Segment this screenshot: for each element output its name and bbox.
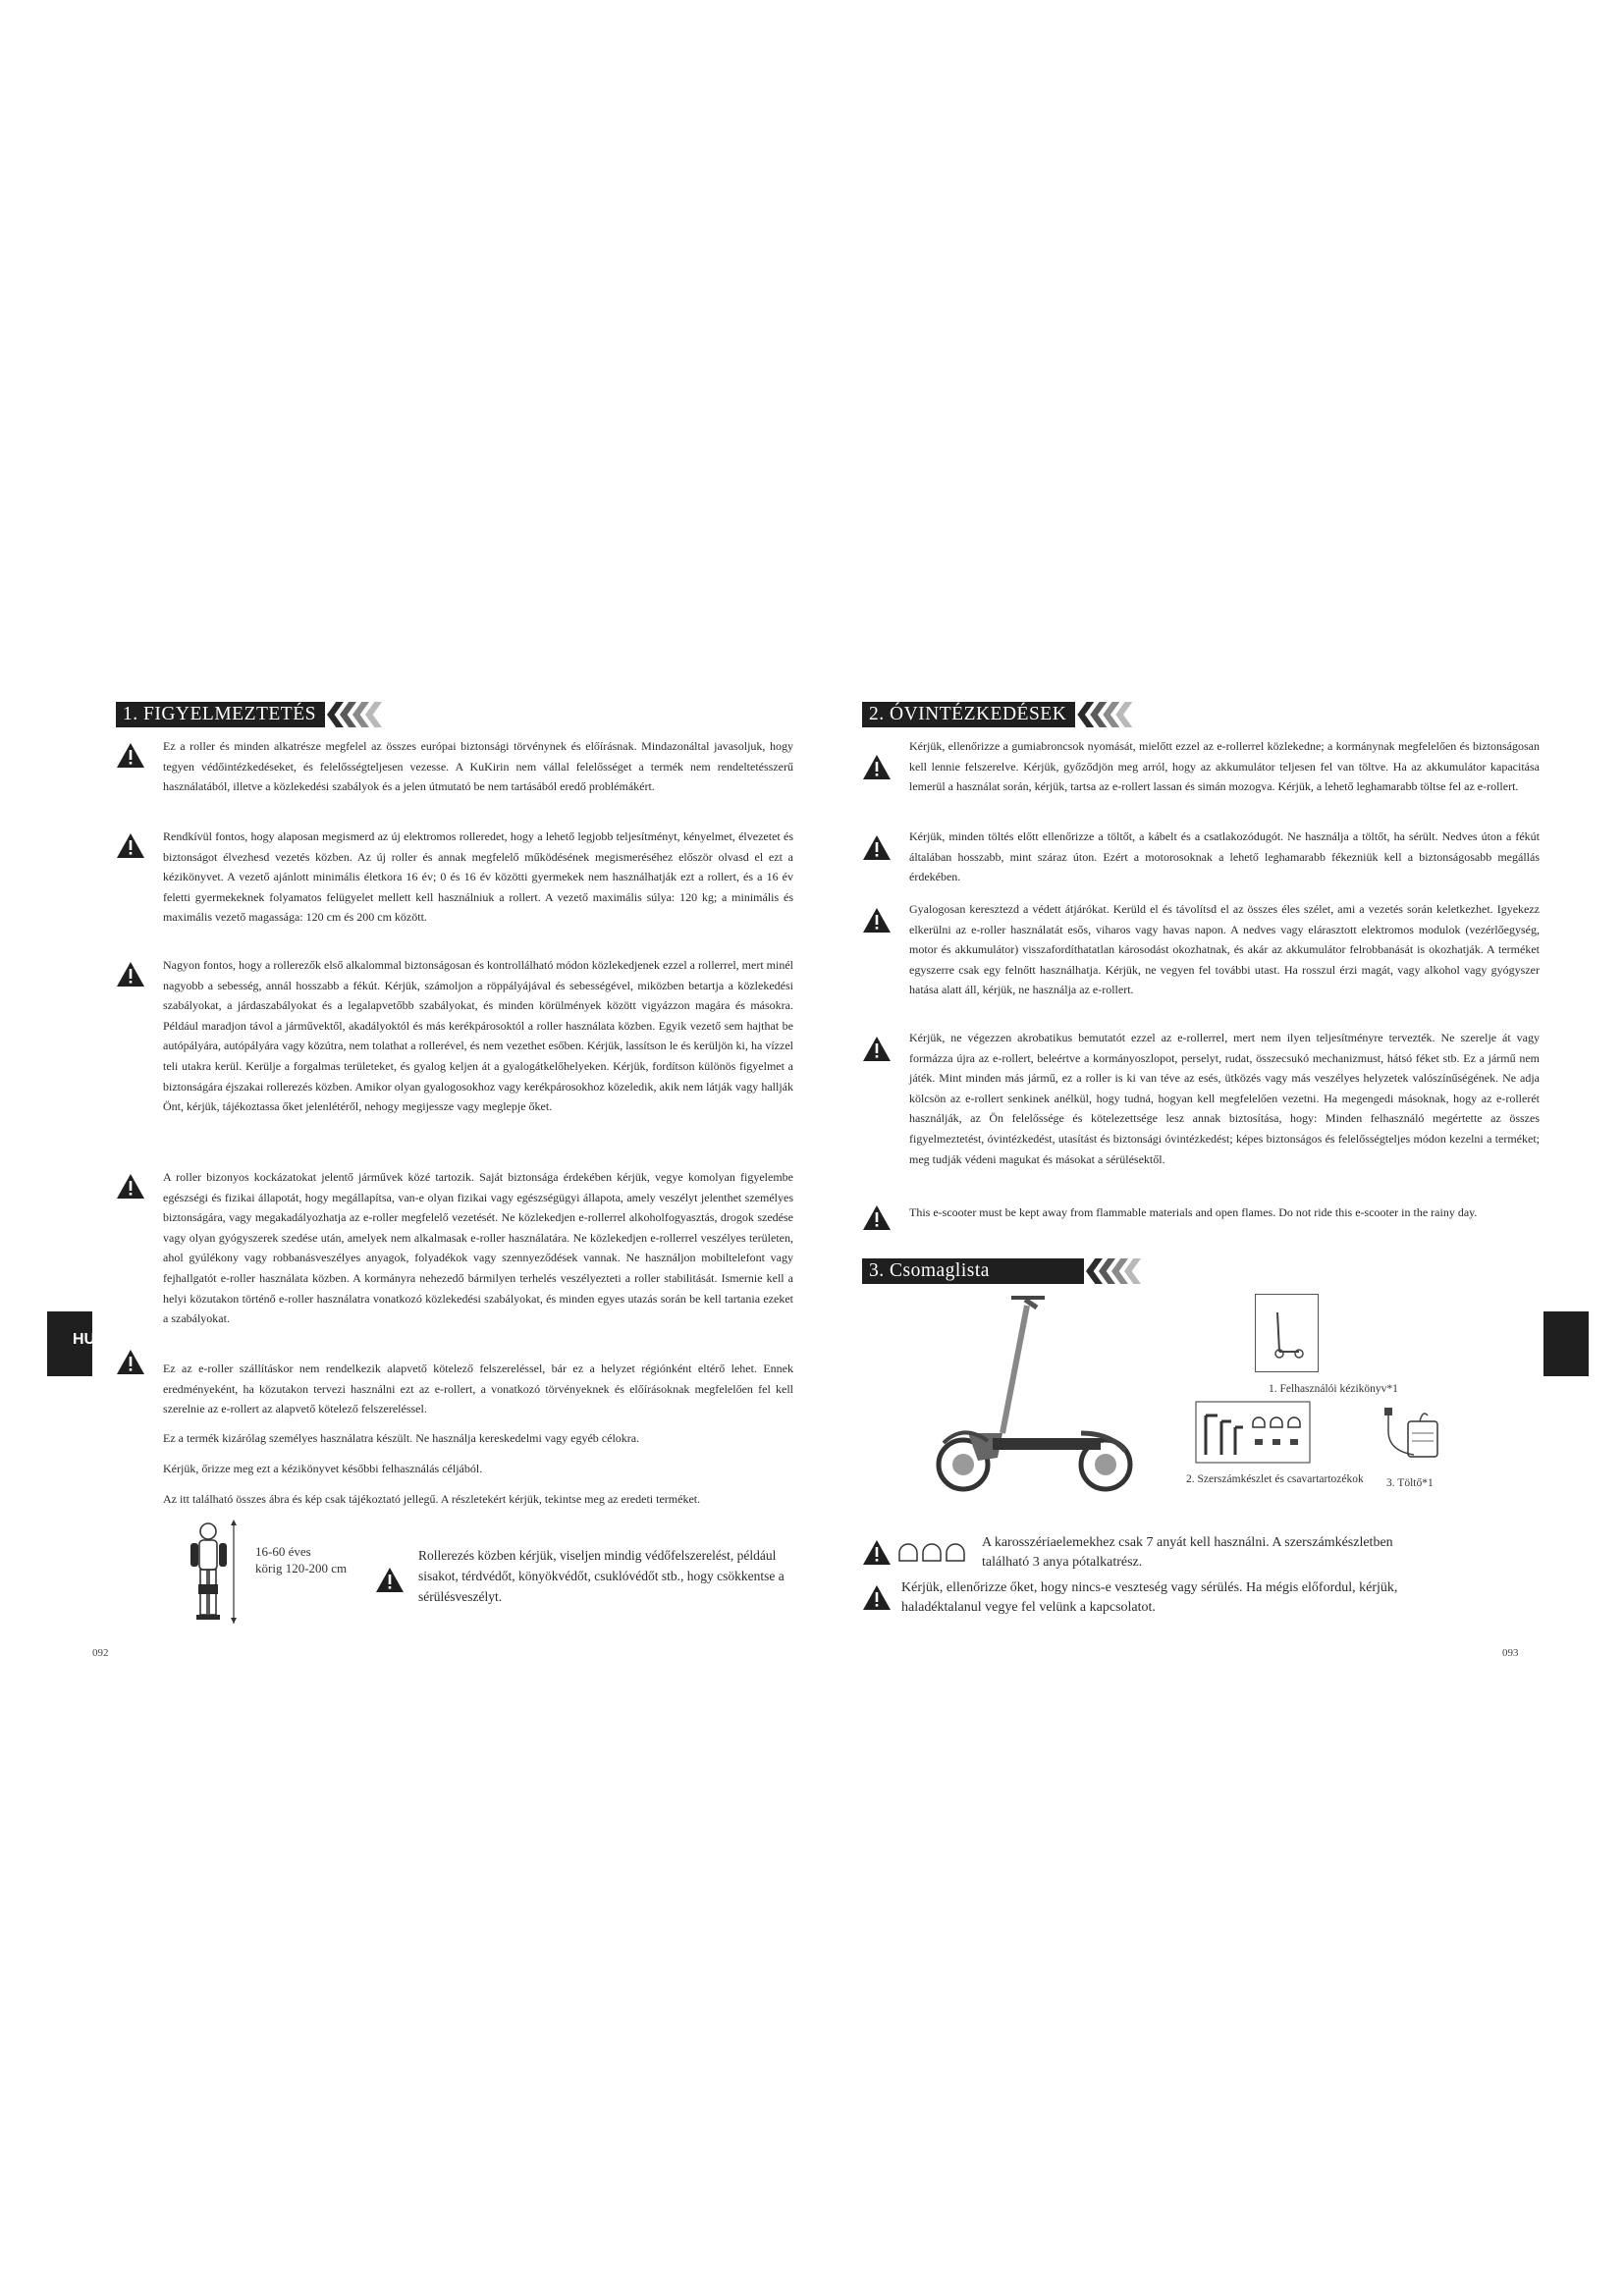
chevrons-icon bbox=[1090, 1258, 1141, 1284]
rider-height: körig 120-200 cm bbox=[255, 1561, 348, 1575]
warning-triangle-icon bbox=[862, 1204, 892, 1231]
manual-box bbox=[1255, 1294, 1319, 1372]
warning-text: Kérjük, ne végezzen akrobatikus bemutatót ezzel az e-rollerrel, mert nem ilyen teljesítményre tervezték. Ne szerelje át vagy formázza újra az e-rollert, beleértve a kormányoszlopot, perselyt, rudat, összecsukó mechanizmust, hátsó féket stb. Ez a jármű nem játék. Mint minden más jármű, ez a roller is ki van téve az esés, ütközés vagy más veszélyes helyzetek valószínűségének. Ne adja kölcsön az e-rollert senkinek anélkül, hogy tudná, hogyan kell megfelelően vezetni. Ha megengedi másoknak, hogy az e-rollerét használják, az Ön felelőssége és kötelezettsége lesz annak biztosítása, hogy: Minden felhasználó megértette az összes figyelmeztetést, óvintézkedést, utasítást és biztonsági óvintézkedést; képes biztonságos és felelősségteljes módon kezelni a terméket; meg tudják védeni magukat és másokat a sérülésektől. bbox=[909, 1031, 1540, 1166]
rider-silhouette-icon bbox=[183, 1520, 242, 1626]
note-keep-manual: Kérjük, őrizze meg ezt a kézikönyvet későbbi felhasználás céljából. bbox=[163, 1462, 483, 1475]
warning-text: This e-scooter must be kept away from flammable materials and open flames. Do not ride this e-scooter in the rainy day. bbox=[909, 1205, 1478, 1219]
section-title: 2. ÓVINTÉZKEDÉSEK bbox=[862, 702, 1075, 727]
warning-text: Nagyon fontos, hogy a rollerezők első alkalommal biztonságosan és kontrollálható módon közlekedjenek ezzel a rollerrel, mert minél nagyobb a sebesség, annál hosszabb a fékút. Kérjük, számoljon a röppályájával és sebességével, miközben betartja a közlekedési szabályokat, a járdaszabályokat és a legalapvetőbb szabályokat, és minden körülmények között vigyázzon magára és másokra. Például maradjon távol a járművektől, akadályoktól és más kerékpárosoktól a roller használata közben. Egyik vezető sem hajthat be autópályára, autópályára vagy közútra, nem tolathat a rollerével, és nem vezethet esőben. Kérjük, lassítson le és kerüljön ki, ha vízzel teli utakra kerül. Kerülje a forgalmas területeket, és gyalog keljen át a gyalogátkelőhelyeken. Kérjük, fordítson különös figyelmet a biztonságára éjszakai rollerezés közben. Amikor olyan gyalogosokhoz vagy kerékpárosokhoz közeledik, akik nem látják vagy hallják Önt, kérjük, tájékoztassa őket jelenlétéről, nehogy megijessze vagy meglepje őket. bbox=[163, 958, 793, 1114]
nut-icons bbox=[897, 1541, 968, 1563]
warning-text: A roller bizonyos kockázatokat jelentő járművek közé tartozik. Saját biztonsága érdekében kérjük, vegye komolyan figyelembe egészségi és fizikai állapotát, hogy megállapítsa, van-e olyan fizikai vagy egészségügyi állapota, amely veszélyt jelenthet személyes biztonságára, vagy megakadályozhatja az e-roller megfelelő vezetését. Ne közlekedjen e-rollerrel alkoholfogyasztás, drogok szedése vagy olyan gyógyszerek szedése után, amelyek nem alkalmasak e-roller használatára. Ne közlekedjen e-rollerrel veszélyes területen, ahol gyúlékony vagy robbanásveszélyes anyagok, folyadékok vagy szennyeződések vannak. Ne használjon mobiltelefont vagy fejhallgatót e-roller használata közben. A kormányra nehezedő bármilyen terhelés veszélyezteti a roller stabilitását. Ismernie kell a helyi közutakon történő e-roller használatra vonatkozó közlekedési szabályokat, és minden egyes utazás során be kell tartania ezeket a szabályokat. bbox=[163, 1170, 793, 1326]
warning-text: Rendkívül fontos, hogy alaposan megismerd az új elektromos rolleredet, hogy a lehető legjobb teljesítményt, kényelmet, élvezetet és biztonságot élvezhesd vezetés közben. Az új roller és annak megfelelő működésének megismeréséhez először olvasd el ezt a kézikönyvet. A vezető ajánlott minimális életkora 16 év; 0 és 16 év közötti gyermekek nem használhatják ezt a rollert, és a 16 év feletti gyermekeknek folyamatos felügyelet mellett kell használniuk a rollert. A vezető maximális súlya: 120 kg; a minimális és maximális vezető magassága: 120 cm és 200 cm között. bbox=[163, 829, 793, 925]
section-header-precautions bbox=[862, 702, 1132, 727]
note-personal-use: Ez a termék kizárólag személyes használatra készült. Ne használja kereskedelmi vagy egyéb célokra. bbox=[163, 1431, 640, 1445]
note-illustrations: Az itt található összes ábra és kép csak tájékoztató jellegű. A részletekért kérjük, tekintse meg az eredeti terméket. bbox=[163, 1492, 701, 1506]
protective-gear-note: Rollerezés közben kérjük, viseljen mindig védőfelszerelést, például sisakot, térdvédőt, könyökvédőt, csuklóvédőt stb., hogy csökkentse a sérülésveszélyt. bbox=[418, 1548, 785, 1604]
language-tab-label: HU bbox=[73, 1331, 96, 1348]
check-items-note: Kérjük, ellenőrizze őket, hogy nincs-e veszteség vagy sérülés. Ha mégis előfordul, kérjük, haladéktalanul vegye fel velünk a kapcsolatot. bbox=[901, 1580, 1398, 1615]
warning-text: Kérjük, minden töltés előtt ellenőrizze a töltőt, a kábelt és a csatlakozódugót. Ne használja a töltőt, ha sérült. Nedves úton a fékút általában hosszabb, mint száraz úton. Ezért a motorosoknak a lehető leghamarabb fékezniük kell a biztonságosabb megállás érdekében. bbox=[909, 829, 1540, 884]
section-title: 3. Csomaglista bbox=[862, 1258, 1084, 1284]
warning-text: Kérjük, ellenőrizze a gumiabroncsok nyomását, mielőtt ezzel az e-rollerrel közlekedne; a kormánynak megfelelően és biztonságosan kell lennie felszerelve. Kérjük, győződjön meg arról, hogy az akkumulátor teljesen fel van töltve. Ha az akkumulátor kapacitása lemerül a használat során, kérjük, tartsa az e-rollert lassan és simán mozogva. Kérjük, a lehető leghamarabb töltse fel az e-rollert. bbox=[909, 739, 1540, 794]
warning-triangle-icon bbox=[862, 754, 892, 780]
chevrons-icon bbox=[1081, 702, 1132, 727]
warning-triangle-icon bbox=[862, 834, 892, 861]
warning-text: Gyalogosan keresztezd a védett átjárókat. Kerüld el és távolítsd el az összes éles szélet, ami a vezetés során keletkezhet. Igyekezz elkerülni az e-roller használatát esős, viharos vagy havas napon. A nedves vagy elárasztott elektromos modulok (vezérlőegység, motor és akkumulátor) visszafordíthatatlan károsodást okozhatnak, és akár az akkumulátor felrobbanását is okozhatják. A terméket egyszerre csak egy felnőtt használhatja. Kérjük, ne vegyen fel további utast. Ha rosszul érzi magát, vagy alkohol vagy gyógyszer hatása alatt áll, kérjük, ne használja az e-rollert. bbox=[909, 902, 1540, 997]
section-header-warnings bbox=[116, 702, 382, 727]
toolkit-icon bbox=[1194, 1394, 1312, 1465]
rider-age: 16-60 éves bbox=[255, 1544, 311, 1559]
scooter-illustration-icon bbox=[909, 1286, 1164, 1492]
page-number: 092 bbox=[92, 1647, 109, 1659]
warning-triangle-icon bbox=[116, 832, 145, 859]
section-title: 1. FIGYELMEZTETÉS bbox=[116, 702, 325, 727]
warning-triangle-icon bbox=[862, 907, 892, 934]
package-item-manual: 1. Felhasználói kézikönyv*1 bbox=[1269, 1383, 1398, 1395]
warning-text: Ez a roller és minden alkatrésze megfelel az összes európai biztonsági törvénynek és előírásnak. Mindazonáltal javasoljuk, hogy tegyen védőintézkedéseket, és felelősségteljesen vezesse. A KuKirin nem vállal felelősséget a termék nem rendeltetésszerű használatából, illetve a közlekedési szabályok és a jelen útmutató be nem tartásából eredő problémákért. bbox=[163, 739, 793, 794]
warning-triangle-icon bbox=[116, 742, 145, 769]
language-tab bbox=[47, 1311, 96, 1376]
warning-triangle-icon bbox=[375, 1567, 405, 1593]
warning-triangle-icon bbox=[862, 1584, 892, 1611]
page-number: 093 bbox=[1502, 1647, 1519, 1659]
language-tab-right bbox=[1543, 1311, 1589, 1376]
package-item-charger: 3. Töltő*1 bbox=[1386, 1477, 1434, 1489]
warning-text: Ez az e-roller szállításkor nem rendelkezik alapvető kötelező felszereléssel, bár ez a helyzet régiónként eltérő lehet. Ennek eredményeként, ha közutakon tervezi használni ezt az e-rollert, a vonatkozó törvényeknek és előírásoknak megfelelően fel kell szerelnie az e-rollert az alapvető kötelező felszereléssel. bbox=[163, 1362, 793, 1416]
warning-triangle-icon bbox=[116, 1349, 145, 1375]
warning-triangle-icon bbox=[116, 961, 145, 988]
section-header-package bbox=[862, 1258, 1141, 1284]
rider-figure bbox=[183, 1520, 785, 1637]
warning-triangle-icon bbox=[862, 1539, 892, 1566]
chevrons-icon bbox=[331, 702, 382, 727]
warning-triangle-icon bbox=[862, 1036, 892, 1062]
charger-icon bbox=[1380, 1402, 1449, 1465]
manual-scooter-icon bbox=[1256, 1295, 1318, 1371]
nuts-note: A karosszériaelemekhez csak 7 anyát kell használni. A szerszámkészletben található 3 anya pótalkatrész. bbox=[982, 1535, 1393, 1570]
warning-triangle-icon bbox=[116, 1173, 145, 1200]
package-item-tools: 2. Szerszámkészlet és csavartartozékok bbox=[1186, 1473, 1364, 1485]
